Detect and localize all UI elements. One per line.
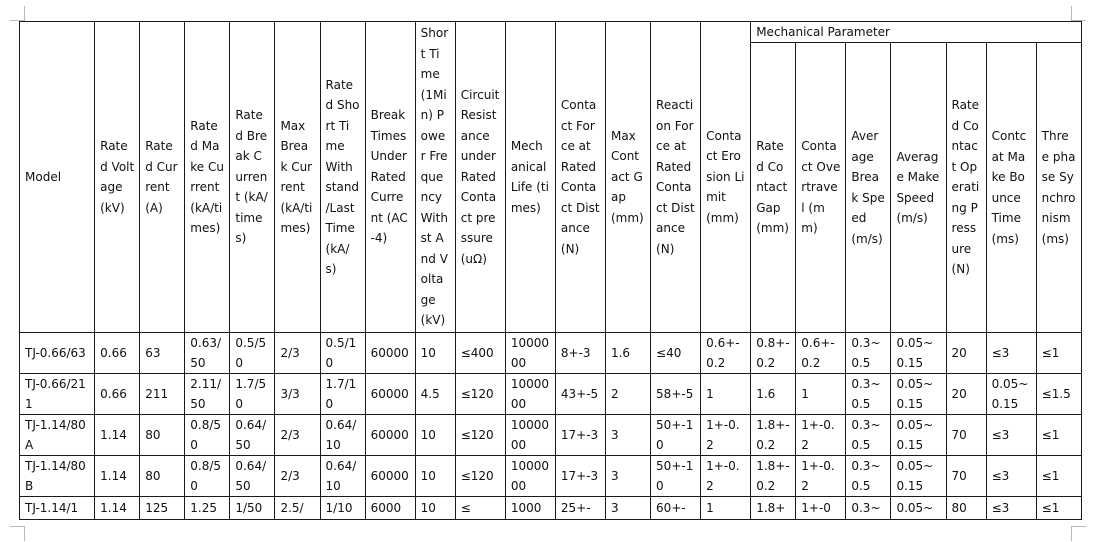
value-cell: ≤120 — [455, 415, 505, 456]
value-cell: 60000 — [365, 415, 415, 456]
value-cell: 2/3 — [275, 415, 320, 456]
value-cell: 58+-5 — [651, 374, 701, 415]
header-rated-current: Rated Current (A) — [140, 22, 185, 333]
value-cell: 17+-3 — [555, 415, 605, 456]
header-average-make-speed: Average Make Speed (m/s) — [891, 43, 946, 333]
value-cell: 125 — [140, 497, 185, 520]
header-reaction-force: Reaction Force at Rated Contact Distance (N) — [651, 22, 701, 333]
value-cell: 80 — [946, 497, 986, 520]
value-cell: 2/3 — [275, 456, 320, 497]
value-cell: 0.8/50 — [185, 415, 230, 456]
value-cell: 0.6+-0.2 — [796, 333, 846, 374]
header-rated-break-current: Rated Break Current (kA/times) — [230, 22, 275, 333]
value-cell: ≤400 — [455, 333, 505, 374]
header-row — [20, 22, 1082, 43]
value-cell: 1.8+-0.2 — [751, 415, 796, 456]
value-cell: ≤1 — [1036, 456, 1081, 497]
value-cell: 17+-3 — [555, 456, 605, 497]
header-mechanical-parameter: Mechanical Parameter — [751, 22, 1082, 43]
value-cell: 25+- — [555, 497, 605, 520]
value-cell: 43+-5 — [555, 374, 605, 415]
table-body — [20, 333, 1082, 520]
value-cell: 1.7/50 — [230, 374, 275, 415]
value-cell: 1.8+-0.2 — [751, 456, 796, 497]
value-cell: 1000 — [505, 497, 555, 520]
value-cell: ≤40 — [651, 333, 701, 374]
value-cell: 1 — [701, 374, 751, 415]
value-cell: 1.7/10 — [320, 374, 365, 415]
value-cell: 3 — [605, 497, 650, 520]
value-cell: 0.05~0.15 — [891, 415, 946, 456]
value-cell: 1000000 — [505, 374, 555, 415]
value-cell: 1/50 — [230, 497, 275, 520]
value-cell: 1.25 — [185, 497, 230, 520]
specification-table — [19, 21, 1082, 520]
value-cell: 6000 — [365, 497, 415, 520]
value-cell: ≤1 — [1036, 497, 1081, 520]
value-cell: ≤120 — [455, 456, 505, 497]
value-cell: ≤ — [455, 497, 505, 520]
value-cell: 0.05~ — [891, 497, 946, 520]
header-contact-overtravel: Contact Overtravel (mm) — [796, 43, 846, 333]
value-cell: 60000 — [365, 374, 415, 415]
table-row — [20, 333, 1082, 374]
value-cell: 10 — [415, 456, 455, 497]
table-row — [20, 415, 1082, 456]
value-cell: 50+-10 — [651, 415, 701, 456]
value-cell: 1.8+ — [751, 497, 796, 520]
value-cell: 0.05~0.15 — [891, 374, 946, 415]
value-cell: 3 — [605, 456, 650, 497]
header-average-break-speed: Average Break Speed (m/s) — [846, 43, 891, 333]
value-cell: ≤1.5 — [1036, 374, 1081, 415]
value-cell: 1+-0.2 — [701, 456, 751, 497]
value-cell: 63 — [140, 333, 185, 374]
value-cell: 1+-0.2 — [701, 415, 751, 456]
value-cell: 1 — [701, 497, 751, 520]
value-cell: 80 — [140, 415, 185, 456]
value-cell: 0.6+-0.2 — [701, 333, 751, 374]
header-contact-make-bounce-time: Contcat Make Bounce Time (ms) — [986, 43, 1036, 333]
value-cell: 8+-3 — [555, 333, 605, 374]
value-cell: ≤3 — [986, 456, 1036, 497]
value-cell: 50+-10 — [651, 456, 701, 497]
value-cell: 0.66 — [95, 374, 140, 415]
model-cell: TJ-0.66/211 — [20, 374, 95, 415]
model-cell: TJ-0.66/63 — [20, 333, 95, 374]
crop-mark-top-right — [1071, 6, 1086, 21]
value-cell: 0.8/50 — [185, 456, 230, 497]
value-cell: 3 — [605, 415, 650, 456]
value-cell: 0.3~ — [846, 497, 891, 520]
header-rated-contact-operating-pressure: Rated Contact Operating Pressure (N) — [946, 43, 986, 333]
header-contact-erosion: Contact Erosion Limit (mm) — [701, 22, 751, 333]
header-short-time-power-frequency: Short Time (1Min) Power Frequency With st And Voltage (kV) — [415, 22, 455, 333]
value-cell: 0.05~0.15 — [891, 333, 946, 374]
header-rated-short-time: Rated Short Time With stand /Last Time (kA/s) — [320, 22, 365, 333]
value-cell: 0.64/10 — [320, 456, 365, 497]
value-cell: 1/10 — [320, 497, 365, 520]
value-cell: 0.8+-0.2 — [751, 333, 796, 374]
header-max-contact-gap: Max Contact Gap (mm) — [605, 22, 650, 333]
value-cell: 0.64/50 — [230, 415, 275, 456]
value-cell: 1 — [796, 374, 846, 415]
model-cell: TJ-1.14/80B — [20, 456, 95, 497]
header-contact-force: Contact Force at Rated Contact Distance (N) — [555, 22, 605, 333]
value-cell: 10 — [415, 497, 455, 520]
value-cell: 1+-0.2 — [796, 456, 846, 497]
value-cell: ≤1 — [1036, 333, 1081, 374]
value-cell: 211 — [140, 374, 185, 415]
value-cell: 1.14 — [95, 456, 140, 497]
header-rated-contact-gap: Rated Contact Gap (mm) — [751, 43, 796, 333]
value-cell: 2 — [605, 374, 650, 415]
header-max-break-current: Max Break Current (kA/times) — [275, 22, 320, 333]
value-cell: 0.05~0.15 — [986, 374, 1036, 415]
value-cell: 0.05~0.15 — [891, 456, 946, 497]
value-cell: ≤3 — [986, 497, 1036, 520]
value-cell: 2.11/50 — [185, 374, 230, 415]
value-cell: 1000000 — [505, 333, 555, 374]
value-cell: 0.64/50 — [230, 456, 275, 497]
value-cell: ≤3 — [986, 415, 1036, 456]
value-cell: 1.6 — [605, 333, 650, 374]
value-cell: ≤1 — [1036, 415, 1081, 456]
table-row — [20, 456, 1082, 497]
table-row — [20, 374, 1082, 415]
crop-mark-bottom-right — [1071, 526, 1086, 541]
value-cell: 3/3 — [275, 374, 320, 415]
value-cell: 1.14 — [95, 497, 140, 520]
value-cell: 1+-0 — [796, 497, 846, 520]
value-cell: 1000000 — [505, 456, 555, 497]
value-cell: 0.3~0.5 — [846, 333, 891, 374]
value-cell: 0.64/10 — [320, 415, 365, 456]
value-cell: 2/3 — [275, 333, 320, 374]
value-cell: ≤120 — [455, 374, 505, 415]
header-circuit-resistance: Circuit Resistance under Rated Contact pressure (uΩ) — [455, 22, 505, 333]
value-cell: 4.5 — [415, 374, 455, 415]
header-break-times: Break Times Under Rated Current (AC-4) — [365, 22, 415, 333]
value-cell: ≤3 — [986, 333, 1036, 374]
crop-mark-top-left — [10, 6, 25, 21]
header-mechanical-life: Mechanical Life (times) — [505, 22, 555, 333]
value-cell: 0.5/50 — [230, 333, 275, 374]
value-cell: 70 — [946, 415, 986, 456]
value-cell: 80 — [140, 456, 185, 497]
header-three-phase-synchronism: Three phase Synchronism (ms) — [1036, 43, 1081, 333]
header-rated-voltage: Rated Voltage (kV) — [95, 22, 140, 333]
value-cell: 0.63/50 — [185, 333, 230, 374]
table-row — [20, 497, 1082, 520]
value-cell: 1.14 — [95, 415, 140, 456]
value-cell: 60000 — [365, 333, 415, 374]
model-cell: TJ-1.14/80A — [20, 415, 95, 456]
value-cell: 0.66 — [95, 333, 140, 374]
value-cell: 0.3~0.5 — [846, 374, 891, 415]
model-cell: TJ-1.14/1 — [20, 497, 95, 520]
value-cell: 2.5/ — [275, 497, 320, 520]
value-cell: 0.3~0.5 — [846, 456, 891, 497]
value-cell: 1.6 — [751, 374, 796, 415]
crop-mark-bottom-left — [10, 526, 25, 541]
value-cell: 10 — [415, 333, 455, 374]
value-cell: 60+- — [651, 497, 701, 520]
value-cell: 0.5/10 — [320, 333, 365, 374]
value-cell: 60000 — [365, 456, 415, 497]
header-model: Model — [20, 22, 95, 333]
value-cell: 0.3~0.5 — [846, 415, 891, 456]
value-cell: 1000000 — [505, 415, 555, 456]
value-cell: 70 — [946, 456, 986, 497]
header-rated-make-current: Rated Make Current (kA/times) — [185, 22, 230, 333]
value-cell: 20 — [946, 333, 986, 374]
value-cell: 10 — [415, 415, 455, 456]
value-cell: 20 — [946, 374, 986, 415]
value-cell: 1+-0.2 — [796, 415, 846, 456]
